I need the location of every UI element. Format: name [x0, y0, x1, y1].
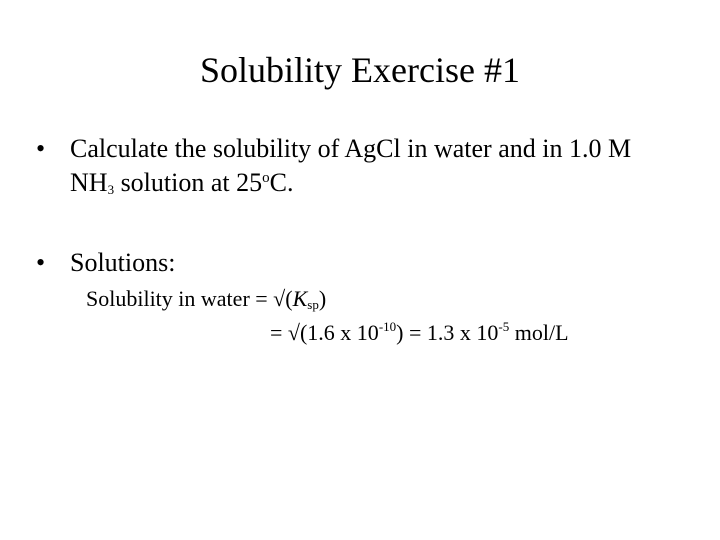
- slide-title: Solubility Exercise #1: [200, 50, 520, 90]
- bullet-text: Calculate the solubility of AgCl in water and in 1.0 M: [70, 134, 632, 163]
- bullet-text: Solutions:: [70, 248, 176, 277]
- bullet-marker: •: [36, 248, 46, 277]
- solution-line-1: Solubility in water = $√(K_{sp})$: [86, 286, 327, 312]
- solution-line-2: = √(1.6 x $10^{-10}) = 1.3$ x $10^{-5}$ mol/L: [270, 319, 569, 345]
- bullet-marker: •: [36, 134, 46, 163]
- bullet-text-line2: $NH_3$ solution at 25$^o$C.: [70, 168, 294, 197]
